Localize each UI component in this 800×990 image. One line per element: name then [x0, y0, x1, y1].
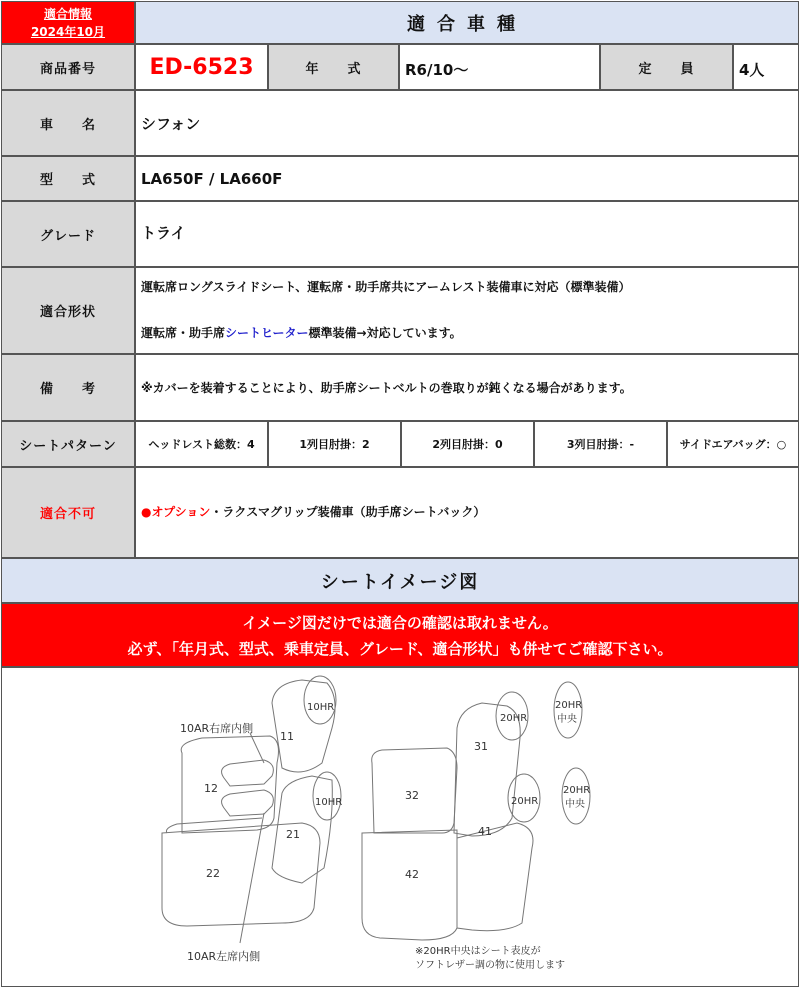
- armrest-lower: [222, 790, 274, 816]
- part-22: 22: [206, 867, 220, 880]
- hr-label-1: 10HR: [307, 702, 335, 713]
- part-42: 42: [405, 868, 419, 881]
- part-21: 21: [286, 828, 300, 841]
- hr-label-3: 20HR: [500, 713, 528, 724]
- option-highlight: ●オプション: [141, 505, 211, 519]
- hr-label-6a: 20HR: [563, 785, 591, 796]
- seat-11-outline: [272, 680, 335, 772]
- capacity-value: 4人: [733, 44, 799, 90]
- not-fit-detail: ・ラクスマグリップ装備車（助手席シートバック）: [210, 505, 486, 519]
- fit-line-1: 運転席ロングスライドシート、運転席・助手席共にアームレスト装備車に対応（標準装備）: [141, 280, 631, 294]
- label-10ar-right: 10AR右席内側: [180, 722, 254, 735]
- pattern-headrest: ヘッドレスト総数：4: [135, 421, 268, 467]
- capacity-label: 定 員: [600, 44, 733, 90]
- seat-42-outline: [362, 830, 457, 940]
- part-12: 12: [204, 782, 218, 795]
- note-text: ※カバーを装着することにより、助手席シートベルトの巻取りが鈍くなる場合があります。: [141, 381, 632, 395]
- hr-label-2: 10HR: [315, 797, 343, 808]
- warning-line-1: イメージ図だけでは適合の確認は取れません。: [242, 614, 558, 632]
- hr-label-4: 20HR: [511, 796, 539, 807]
- diagram-note-2: ソフトレザー調の物に使用します: [415, 960, 565, 971]
- seat-diagram: [2, 668, 798, 986]
- model-label: 型 式: [1, 156, 135, 201]
- product-no-label: 商品番号: [1, 44, 135, 90]
- fit-line-2: [141, 322, 462, 344]
- model-value: LA650F / LA660F: [135, 156, 799, 201]
- sheet-title: 適合車種: [135, 1, 799, 44]
- note-value: [135, 354, 799, 421]
- car-name-value: シフォン: [135, 90, 799, 156]
- year-label: 年 式: [268, 44, 399, 90]
- not-fit-label: 適合不可: [1, 467, 135, 558]
- year-value: R6/10～: [399, 44, 600, 90]
- image-section-title: シートイメージ図: [1, 558, 799, 603]
- pattern-row2-armrest: 2列目肘掛：0: [401, 421, 534, 467]
- part-31: 31: [474, 740, 488, 753]
- part-32: 32: [405, 789, 419, 802]
- warning-line-2: 必ず、「年月式、型式、乗車定員、グレード、適合形状」も併せてご確認下さい。: [127, 640, 673, 658]
- diagram-note-1: ※20HR中央はシート表皮が: [415, 946, 541, 957]
- seat-pattern-label: シートパターン: [1, 421, 135, 467]
- not-fit-value: [135, 467, 799, 558]
- part-41: 41: [478, 825, 492, 838]
- armrest-upper: [222, 760, 274, 786]
- not-fit-text: [141, 501, 485, 523]
- headrest-10hr-1: [304, 676, 336, 724]
- fit-line-2-post: 標準装備→対応しています。: [308, 326, 462, 340]
- fit-info-label: 適合情報: [43, 6, 92, 21]
- fit-shape-label: 適合形状: [1, 267, 135, 354]
- pattern-row3-armrest: 3列目肘掛：-: [534, 421, 667, 467]
- headrest-20hr-center-2: [562, 768, 590, 824]
- image-warning: [1, 603, 799, 667]
- fit-shape-value: [135, 267, 799, 354]
- hr-label-5b: 中央: [557, 714, 577, 725]
- fit-info-badge: [1, 1, 135, 44]
- note-label: 備 考: [1, 354, 135, 421]
- grade-label: グレード: [1, 201, 135, 267]
- product-no: ED-6523: [135, 44, 268, 90]
- part-11: 11: [280, 730, 294, 743]
- fit-info-date: 2024年10月: [30, 24, 106, 39]
- seat-heater-highlight: シートヒーター: [225, 326, 309, 340]
- fit-line-2-pre: 運転席・助手席: [141, 326, 226, 340]
- pattern-row1-armrest: 1列目肘掛：2: [268, 421, 401, 467]
- seat-image-box: [1, 667, 799, 987]
- leader-right: [250, 733, 264, 763]
- grade-value: トライ: [135, 201, 799, 267]
- hr-label-6b: 中央: [565, 799, 585, 810]
- seat-21-outline: [272, 776, 332, 883]
- hr-label-5a: 20HR: [555, 700, 583, 711]
- seat-41-outline: [457, 823, 533, 931]
- label-10ar-left: 10AR左席内側: [187, 950, 261, 963]
- car-name-label: 車 名: [1, 90, 135, 156]
- pattern-side-airbag: サイドエアバッグ：○: [667, 421, 799, 467]
